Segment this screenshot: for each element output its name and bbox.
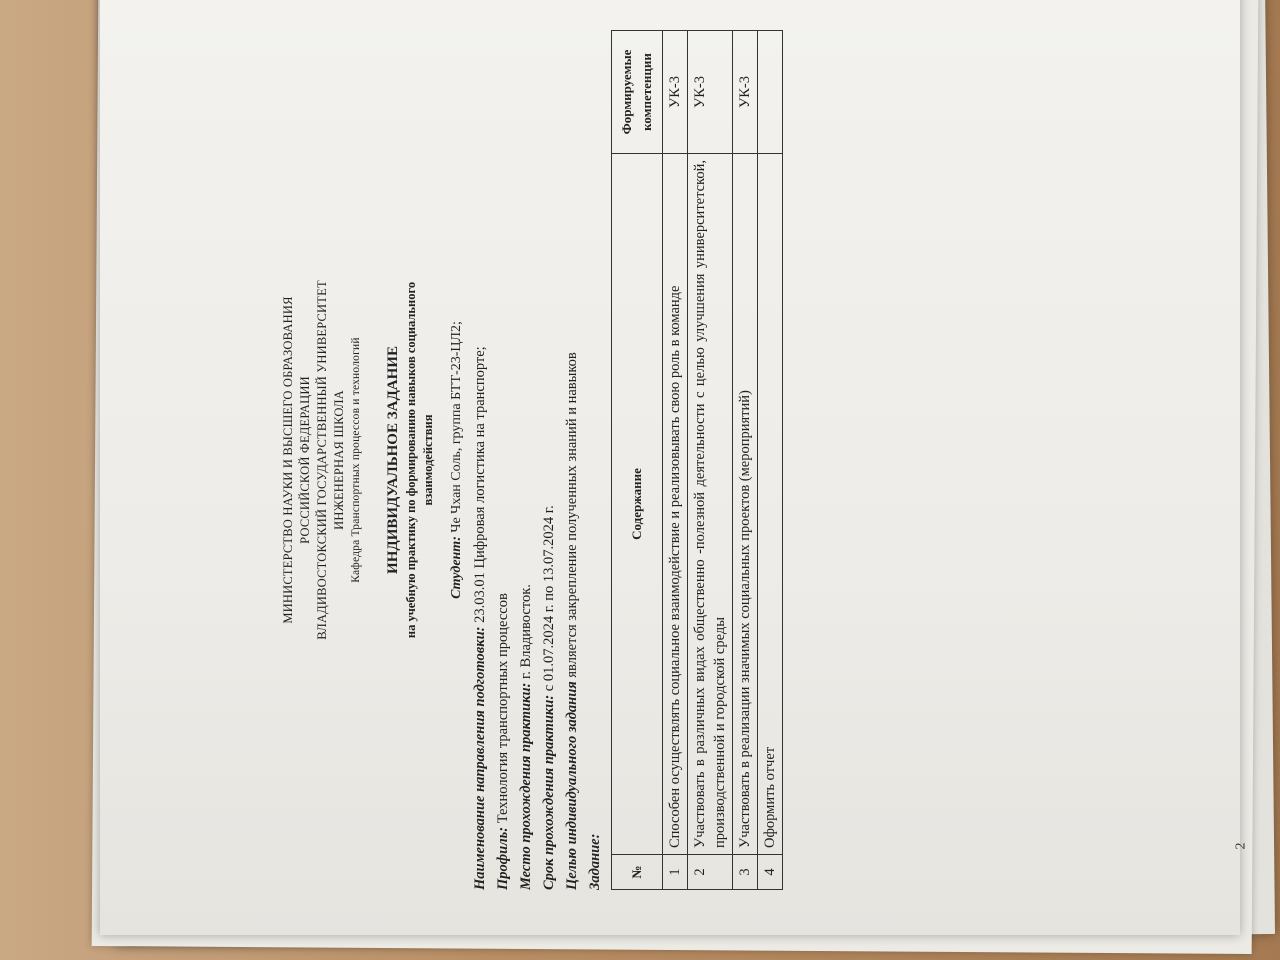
row-competency: УК-3 xyxy=(733,31,758,154)
row-content: Оформить отчет xyxy=(758,154,783,855)
department-line: Кафедра Транспортных процессов и технологий xyxy=(350,337,362,583)
task-table xyxy=(611,30,783,890)
term-line xyxy=(540,30,559,890)
task-label: Задание: xyxy=(587,833,603,890)
row-competency xyxy=(758,31,783,154)
table-row xyxy=(758,31,783,890)
row-num: 3 xyxy=(733,855,758,890)
row-competency: УК-3 xyxy=(663,31,688,154)
document-subtitle xyxy=(403,30,437,890)
student-line xyxy=(447,30,467,890)
page-number: 2 xyxy=(1233,842,1249,850)
profile-value: Технология транспортных процессов xyxy=(495,593,511,827)
document-content xyxy=(280,30,1040,890)
profile-line xyxy=(494,30,513,890)
subtitle-line-1: на учебную практику по формированию навыков социального xyxy=(404,281,418,639)
direction-line xyxy=(471,30,490,890)
row-num: 1 xyxy=(663,855,688,890)
header-competencies: Формируемые компетенции xyxy=(612,31,663,154)
place-label: Место прохождения практики: xyxy=(518,682,534,890)
row-num: 2 xyxy=(688,855,733,890)
term-label: Срок прохождения практики: xyxy=(541,694,557,890)
place-line xyxy=(517,30,536,890)
university-line: ВЛАДИВОСТОКСКИЙ ГОСУДАРСТВЕННЫЙ УНИВЕРСИТЕТ xyxy=(315,280,329,640)
subtitle-line-2: взаимодействия xyxy=(421,414,435,506)
place-value: г. Владивосток. xyxy=(518,584,534,683)
row-content: Участвовать в реализации значимых социальных проектов (мероприятий) xyxy=(733,154,758,855)
term-value: с 01.07.2024 г. по 13.07.2024 г. xyxy=(541,505,557,695)
goal-value: является закрепление полученных знаний и навыков xyxy=(564,352,580,682)
ministry-line: МИНИСТЕРСТВО НАУКИ И ВЫСШЕГО ОБРАЗОВАНИЯ xyxy=(281,296,295,624)
row-content: Участвовать в различных видах общественно -полезной деятельности с целью улучшения университетской, производственной и городской среды xyxy=(688,154,733,855)
school-line: ИНЖЕНЕРНАЯ ШКОЛА xyxy=(332,390,346,530)
document-title: ИНДИВИДУАЛЬНОЕ ЗАДАНИЕ xyxy=(385,346,401,574)
header-content: Содержание xyxy=(612,154,663,855)
document-page xyxy=(100,0,1249,935)
profile-label: Профиль: xyxy=(495,826,511,890)
direction-value: 23.03.01 Цифровая логистика на транспорте; xyxy=(472,346,488,627)
direction-label: Наименование направления подготовки: xyxy=(472,626,488,890)
goal-label: Целью индивидуального задания xyxy=(564,681,580,890)
table-row xyxy=(733,31,758,890)
federation-line: РОССИЙСКОЙ ФЕДЕРАЦИИ xyxy=(298,376,312,544)
row-num: 4 xyxy=(758,855,783,890)
row-content: Способен осуществлять социальное взаимодействие и реализовывать свою роль в команде xyxy=(663,154,688,855)
document-header xyxy=(280,30,365,890)
table-header-row xyxy=(612,31,663,890)
header-num: № xyxy=(612,855,663,890)
row-competency: УК-3 xyxy=(688,31,733,154)
student-value: Че Чхан Соль, группа БТТ-23-ЦЛ2; xyxy=(449,321,464,537)
table-row xyxy=(688,31,733,890)
table-row xyxy=(663,31,688,890)
student-label: Студент: xyxy=(449,536,464,599)
goal-line xyxy=(563,30,582,890)
